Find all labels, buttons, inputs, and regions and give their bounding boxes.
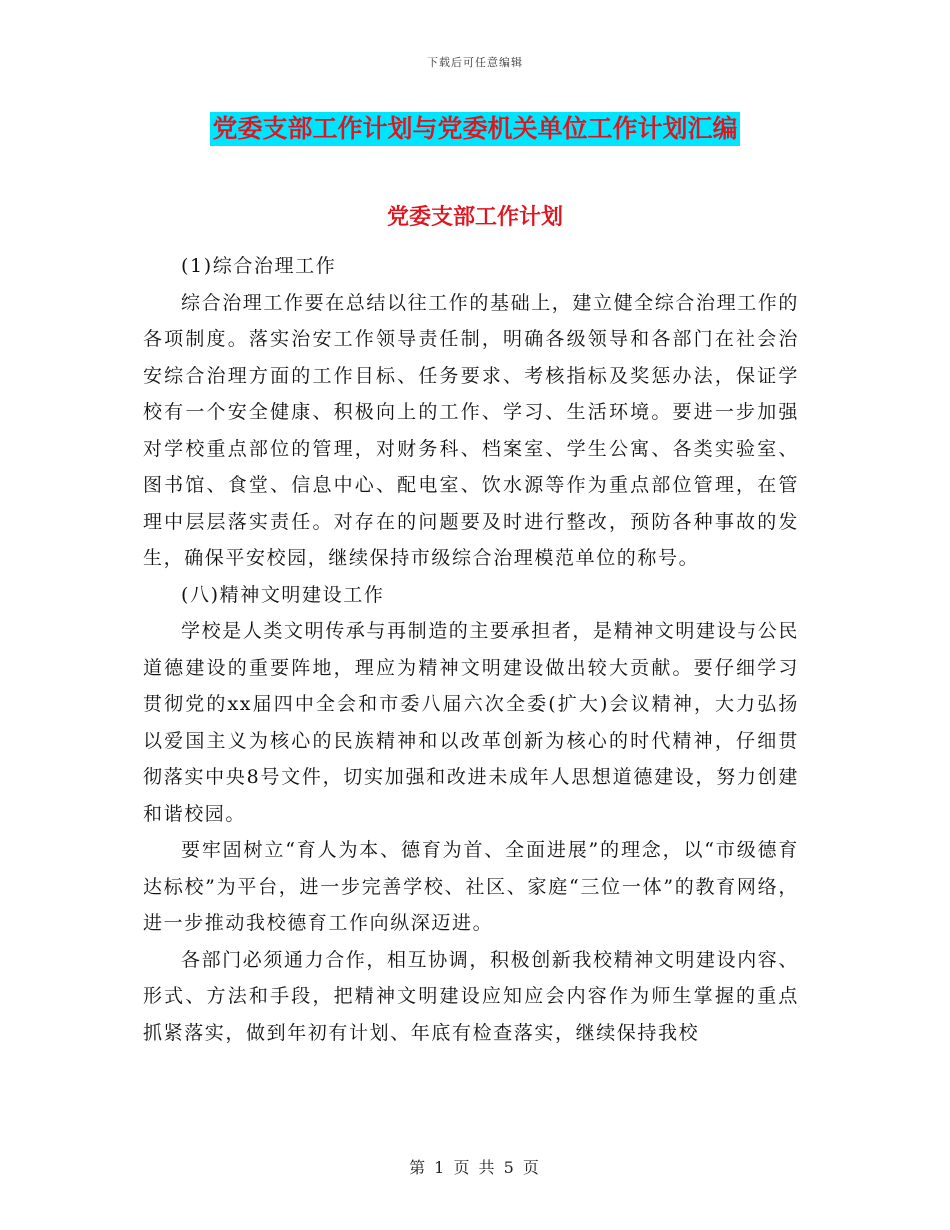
page-footer-number: 第 1 页 共 5 页 <box>409 1158 541 1177</box>
main-title-container <box>0 112 950 146</box>
document-body <box>143 248 799 1051</box>
document-main-title: 党委支部工作计划与党委机关单位工作计划汇编 <box>210 112 739 146</box>
paragraph-4: 各部门必须通力合作，相互协调，积极创新我校精神文明建设内容、形式、方法和手段，把精神文明建设应知应会内容作为师生掌握的重点抓紧落实，做到年初有计划、年底有检查落实，继续保持我校 <box>143 948 800 1044</box>
page-header-note: 下载后可任意编辑 <box>427 56 523 69</box>
paragraph-1: 综合治理工作要在总结以往工作的基础上，建立健全综合治理工作的各项制度。落实治安工作领导责任制，明确各级领导和各部门在社会治安综合治理方面的工作目标、任务要求、考核指标及奖惩办法，保证学校有一个安全健康、积极向上的工作、学习、生活环境。要进一步加强对学校重点部位的管理，对财务科、档案室、学生公寓、各类实验室、图书馆、食堂、信息中心、配电室、饮水源等作为重点部位管理，在管理中层层落实责任。对存在的问题要及时进行整改，预防各种事故的发生，确保平安校园，继续保持市级综合治理模范单位的称号。 <box>143 291 800 569</box>
paragraph-2: 学校是人类文明传承与再制造的主要承担者，是精神文明建设与公民道德建设的重要阵地，理应为精神文明建设做出较大贡献。要仔细学习贯彻党的xx届四中全会和市委八届六次全委(扩大)会议精神，大力弘扬以爱国主义为核心的民族精神和以改革创新为核心的时代精神，仔细贯彻落实中央8号文件，切实加强和改进未成年人思想道德建设，努力创建和谐校园。 <box>143 620 800 825</box>
paragraph-3: 要牢固树立“育人为本、德育为首、全面进展”的理念，以“市级德育达标校”为平台，进一步完善学校、社区、家庭“三位一体”的教育网络，进一步推动我校德育工作向纵深迈进。 <box>143 839 799 934</box>
section-title: 党委支部工作计划 <box>386 205 563 230</box>
paragraph-heading-1: (1)综合治理工作 <box>181 255 337 277</box>
paragraph-heading-2: (八)精神文明建设工作 <box>181 583 385 606</box>
